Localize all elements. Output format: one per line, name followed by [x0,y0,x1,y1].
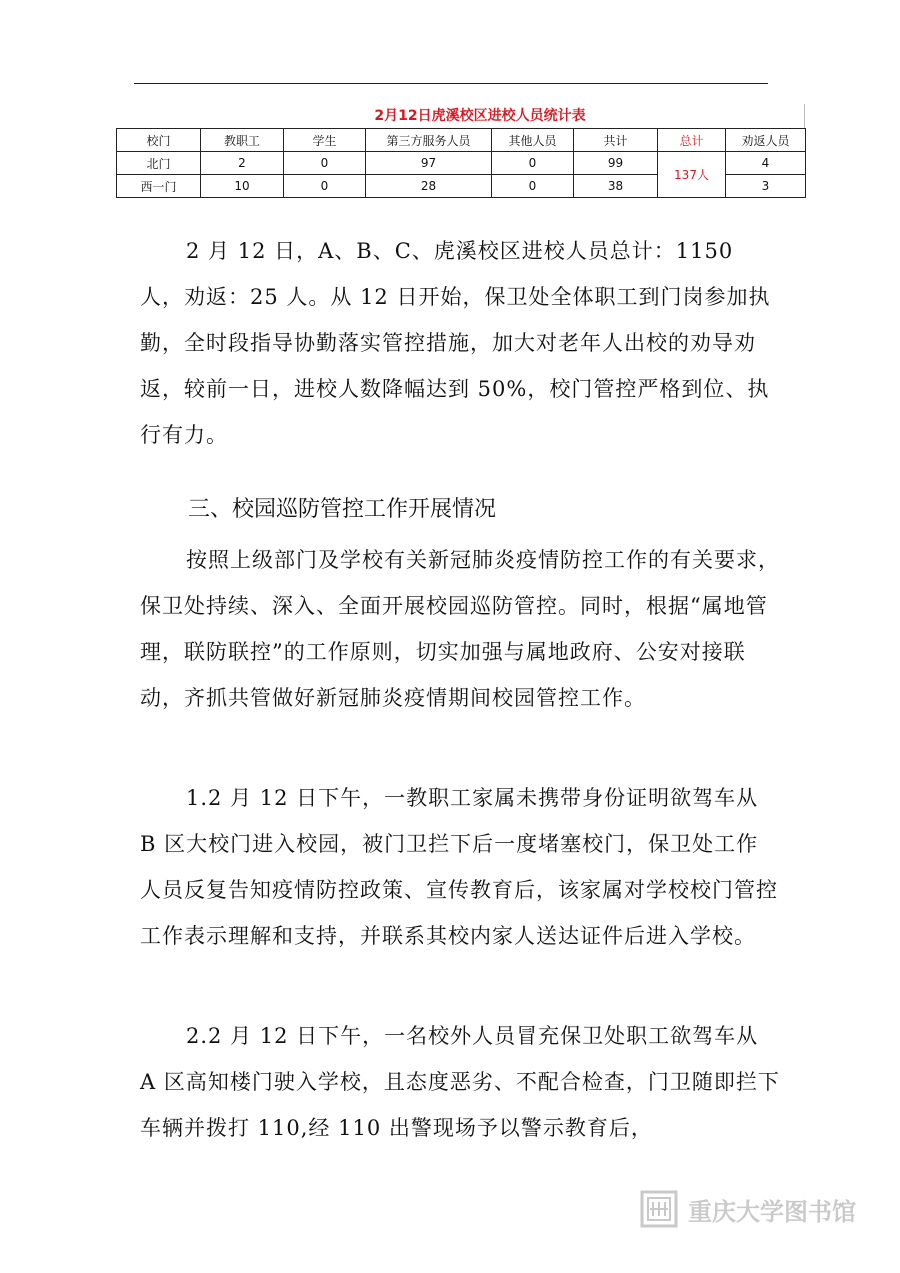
statistics-table [116,128,806,198]
cell-students: 0 [284,175,366,198]
header-rule [134,83,768,84]
cell-third-party: 97 [366,152,492,175]
cell-gate: 北门 [117,152,201,175]
cell-turned-back: 3 [726,175,806,198]
header-grand-total: 总计 [658,129,726,152]
header-third-party: 第三方服务人员 [366,129,492,152]
cell-others: 0 [492,152,574,175]
cell-staff: 2 [201,152,284,175]
cell-grand-total: 137人 [658,152,726,198]
paragraph-patrol-intro: 按照上级部门及学校有关新冠肺炎疫情防控工作的有关要求，保卫处持续、深入、全面开展校园巡防管控。同时，根据“属地管理，联防联控”的工作原则，切实加强与属地政府、公安对接联动，齐抓共管做好新冠肺炎疫情期间校园管控工作。 [140,548,780,710]
watermark-text: 重庆大学图书馆 [688,1197,856,1226]
paragraph-gate-summary: 2 月 12 日，A、B、C、虎溪校区进校人员总计：1150 人，劝返：25 人。从 12 日开始，保卫处全体职工到门岗参加执勤，全时段指导协勤落实管控措施，加大对老年人出校的劝导劝返，较前一日，进校人数降幅达到 50%，校门管控严格到位、执行有力。 [140,239,771,447]
header-staff: 教职工 [201,129,284,152]
table-row [117,152,806,175]
statistics-table-block [116,104,805,198]
header-gate: 校门 [117,129,201,152]
table-title: 2月12日虎溪校区进校人员统计表 [116,104,805,128]
cell-subtotal: 38 [574,175,658,198]
paragraph-incident-2: 2.2 月 12 日下午，一名校外人员冒充保卫处职工欲驾车从 A 区高知楼门驶入学校，且态度恶劣、不配合检查，门卫随即拦下车辆并拨打 110,经 110 出警现场予以警示教育后， [140,1024,780,1140]
cell-turned-back: 4 [726,152,806,175]
cell-third-party: 28 [366,175,492,198]
cell-students: 0 [284,152,366,175]
section-heading: 三、校园巡防管控工作开展情况 [188,497,497,522]
header-subtotal: 共计 [574,129,658,152]
cell-gate: 西一门 [117,175,201,198]
header-turned-back: 劝返人员 [726,129,806,152]
library-watermark [640,1190,856,1228]
cell-staff: 10 [201,175,284,198]
table-header-row [117,129,806,152]
paragraph-incident-1: 1.2 月 12 日下午，一教职工家属未携带身份证明欲驾车从 B 区大校门进入校园，被门卫拦下后一度堵塞校门，保卫处工作人员反复告知疫情防控政策、宣传教育后，该家属对学校校门管控工作表示理解和支持，并联系其校内家人送达证件后进入学校。 [140,786,778,948]
library-seal-icon [640,1190,678,1228]
header-others: 其他人员 [492,129,574,152]
header-students: 学生 [284,129,366,152]
cell-subtotal: 99 [574,152,658,175]
cell-others: 0 [492,175,574,198]
